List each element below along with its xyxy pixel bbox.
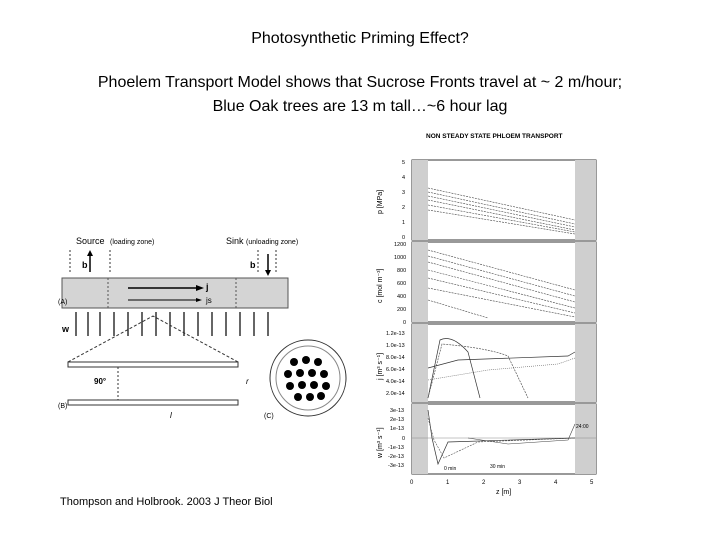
water-flux-ylabel: w [m³ s⁻¹] xyxy=(377,427,384,458)
svg-text:1: 1 xyxy=(446,480,450,486)
annotation-start: 0 min xyxy=(444,466,457,472)
svg-text:0: 0 xyxy=(410,480,414,486)
subtitle-line-1: Phoelem Transport Model shows that Sucrose Fronts travel at ~ 2 m/hour; xyxy=(97,74,623,91)
slide-subtitle xyxy=(0,71,720,119)
l-label: l xyxy=(170,411,172,420)
sink-b-arrowhead xyxy=(265,270,271,276)
sink-label: Sink xyxy=(226,236,244,246)
svg-text:0: 0 xyxy=(402,436,406,442)
svg-text:0: 0 xyxy=(402,235,406,241)
svg-text:2: 2 xyxy=(402,205,406,211)
sink-b-label: b xyxy=(250,260,256,270)
pressure-ylabel: p [MPa] xyxy=(377,189,384,214)
svg-text:4.0e-14: 4.0e-14 xyxy=(386,379,405,385)
svg-text:800: 800 xyxy=(397,268,407,274)
svg-text:4: 4 xyxy=(554,480,558,486)
zoom-line-right xyxy=(153,316,238,362)
svg-text:200: 200 xyxy=(397,307,407,313)
svg-text:-3e-13: -3e-13 xyxy=(388,463,404,469)
svg-text:3e-13: 3e-13 xyxy=(390,408,405,414)
panel-b-label: (B) xyxy=(58,403,68,410)
r-label: r xyxy=(246,377,249,386)
concentration-panel xyxy=(412,242,596,322)
concentration-ylabel: c [mol m⁻³] xyxy=(377,268,384,303)
pressure-panel xyxy=(412,160,596,240)
volume-flux-ylabel: j [m³ s⁻¹] xyxy=(377,352,384,380)
source-b-arrowhead xyxy=(87,250,93,256)
svg-text:3: 3 xyxy=(402,190,406,196)
annotation-end: 24:00 xyxy=(576,424,589,430)
svg-text:400: 400 xyxy=(397,294,407,300)
concentration-ticks xyxy=(394,242,406,326)
panel-c-label: (C) xyxy=(264,413,274,420)
pressure-ticks xyxy=(402,160,405,241)
svg-text:5: 5 xyxy=(402,160,406,166)
svg-text:2.0e-14: 2.0e-14 xyxy=(386,391,405,397)
svg-text:3: 3 xyxy=(518,480,522,486)
subtitle-line-2: Blue Oak trees are 13 m tall…~6 hour lag xyxy=(212,98,508,115)
js-label: js xyxy=(206,296,212,305)
citation: Thompson and Holbrook. 2003 J Theor Biol xyxy=(60,496,273,508)
svg-text:2e-13: 2e-13 xyxy=(390,417,405,423)
source-b-label: b xyxy=(82,260,88,270)
tube-wall-top xyxy=(68,362,238,367)
svg-text:-1e-13: -1e-13 xyxy=(388,445,404,451)
source-sublabel: (loading zone) xyxy=(110,239,155,246)
svg-text:-2e-13: -2e-13 xyxy=(388,454,404,460)
svg-text:2: 2 xyxy=(482,480,486,486)
phloem-transport-plots xyxy=(368,128,600,500)
angle-label: 90° xyxy=(94,377,107,386)
sieve-tube-band xyxy=(62,278,288,308)
svg-text:1000: 1000 xyxy=(394,255,407,261)
svg-text:1.0e-13: 1.0e-13 xyxy=(386,343,405,349)
water-flux-ticks xyxy=(388,408,405,469)
x-axis-label: z [m] xyxy=(496,489,512,496)
volume-flux-panel xyxy=(412,324,596,402)
annotation-30min: 30 min xyxy=(490,464,506,470)
svg-text:6.0e-14: 6.0e-14 xyxy=(386,367,405,373)
water-flux-arrows xyxy=(76,312,268,336)
svg-text:1.2e-13: 1.2e-13 xyxy=(386,331,405,337)
plot-header: NON STEADY STATE PHLOEM TRANSPORT xyxy=(426,133,563,140)
svg-text:1: 1 xyxy=(402,220,406,226)
svg-text:1e-13: 1e-13 xyxy=(390,426,405,432)
j-label: j xyxy=(206,282,209,292)
slide-title: Photosynthetic Priming Effect? xyxy=(251,30,469,47)
svg-text:0: 0 xyxy=(403,320,407,326)
panel-a-label: (A) xyxy=(58,299,68,306)
source-label: Source xyxy=(76,236,105,246)
svg-text:5: 5 xyxy=(590,480,594,486)
x-axis-ticks xyxy=(410,480,594,486)
svg-text:1200: 1200 xyxy=(394,242,407,248)
phloem-schematic-figure xyxy=(58,228,358,436)
w-label: w xyxy=(62,324,70,334)
svg-text:4: 4 xyxy=(402,175,406,181)
sink-sublabel: (unloading zone) xyxy=(246,239,299,246)
volume-flux-ticks xyxy=(386,331,405,397)
zoom-line-left xyxy=(68,316,153,362)
svg-text:600: 600 xyxy=(397,281,407,287)
svg-text:8.0e-14: 8.0e-14 xyxy=(386,355,405,361)
tube-wall-bottom xyxy=(68,400,238,405)
